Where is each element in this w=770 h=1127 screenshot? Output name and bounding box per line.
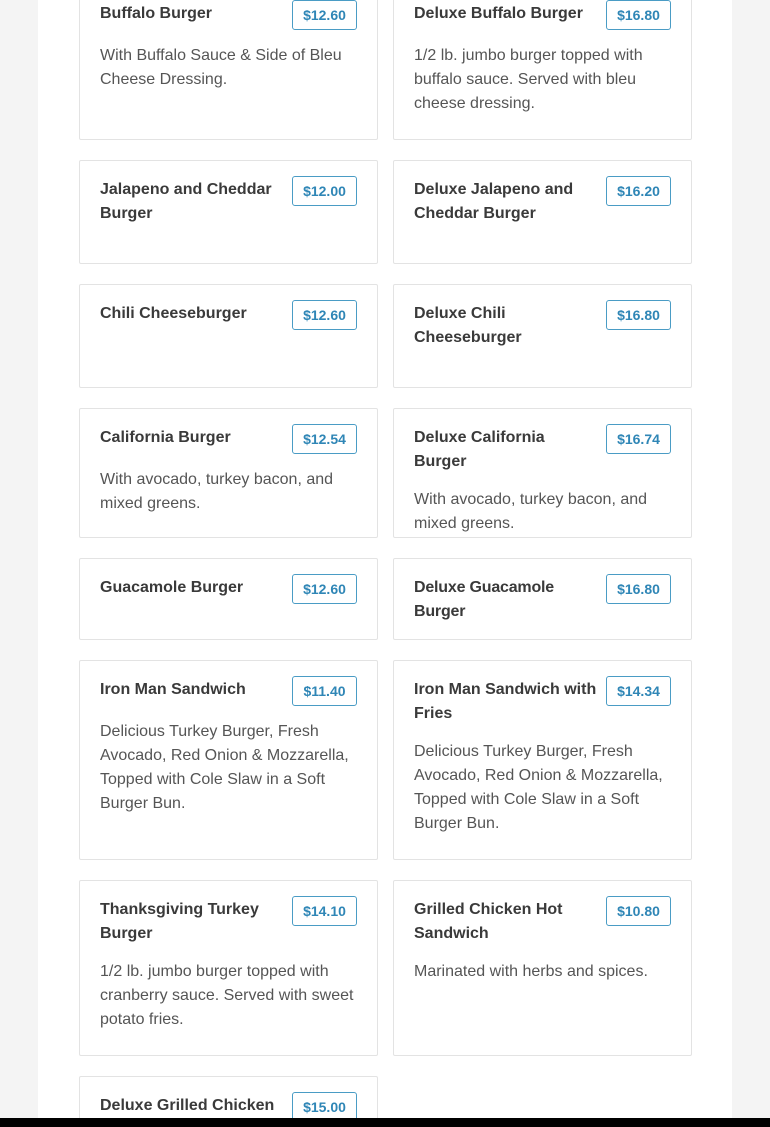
card-header	[100, 898, 357, 946]
item-name: Deluxe Buffalo Burger	[414, 5, 583, 22]
price-button[interactable]: $11.40	[292, 676, 357, 706]
menu-item-card[interactable]	[393, 0, 692, 140]
item-description: With avocado, turkey bacon, and mixed greens.	[414, 491, 648, 532]
item-name: Deluxe Grilled Chicken	[100, 1097, 275, 1114]
menu-item-card[interactable]	[393, 558, 692, 640]
item-name: Iron Man Sandwich	[100, 681, 246, 698]
item-name: Thanksgiving Turkey Burger	[100, 901, 259, 942]
price-button[interactable]: $16.80	[606, 574, 671, 604]
card-header	[100, 426, 357, 454]
price-button[interactable]: $16.80	[606, 300, 671, 330]
menu-item-card[interactable]	[393, 880, 692, 1056]
menu-item-card[interactable]	[393, 160, 692, 264]
card-header	[100, 178, 357, 226]
item-name: Deluxe California Burger	[414, 429, 545, 470]
item-name: Grilled Chicken Hot Sandwich	[414, 901, 563, 942]
item-description: 1/2 lb. jumbo burger topped with buffalo sauce. Served with bleu cheese dressing.	[414, 47, 643, 112]
item-description: 1/2 lb. jumbo burger topped with cranberry sauce. Served with sweet potato fries.	[100, 963, 354, 1028]
card-header	[414, 576, 671, 624]
card-header	[414, 2, 671, 30]
menu-item-card[interactable]	[393, 284, 692, 388]
item-description: Delicious Turkey Burger, Fresh Avocado, Red Onion & Mozzarella, Topped with Cole Slaw in a Soft Burger Bun.	[414, 743, 663, 832]
item-name: California Burger	[100, 429, 231, 446]
card-header	[100, 2, 357, 30]
card-header	[414, 178, 671, 226]
price-button[interactable]: $12.54	[292, 424, 357, 454]
card-header	[414, 426, 671, 474]
price-button[interactable]: $14.10	[292, 896, 357, 926]
item-name: Chili Cheeseburger	[100, 305, 247, 322]
price-button[interactable]: $12.60	[292, 0, 357, 30]
menu-item-card[interactable]	[79, 160, 378, 264]
card-header	[414, 898, 671, 946]
item-name: Buffalo Burger	[100, 5, 212, 22]
item-description: Delicious Turkey Burger, Fresh Avocado, Red Onion & Mozzarella, Topped with Cole Slaw in a Soft Burger Bun.	[100, 723, 349, 812]
card-header	[100, 576, 357, 604]
item-name: Deluxe Jalapeno and Cheddar Burger	[414, 181, 574, 222]
card-header	[100, 302, 357, 330]
price-button[interactable]: $16.20	[606, 176, 671, 206]
item-description: With Buffalo Sauce & Side of Bleu Cheese Dressing.	[100, 47, 342, 88]
item-name: Jalapeno and Cheddar Burger	[100, 181, 272, 222]
item-name: Iron Man Sandwich with Fries	[414, 681, 597, 722]
item-description: With avocado, turkey bacon, and mixed greens.	[100, 471, 334, 512]
card-header	[414, 678, 671, 726]
item-name: Guacamole Burger	[100, 579, 244, 596]
price-button[interactable]: $12.60	[292, 300, 357, 330]
menu-item-card[interactable]	[79, 660, 378, 860]
item-name: Deluxe Guacamole Burger	[414, 579, 554, 620]
menu-item-card[interactable]	[393, 660, 692, 860]
card-header	[414, 302, 671, 350]
price-button[interactable]: $12.00	[292, 176, 357, 206]
bottom-edge-bar	[0, 1118, 770, 1127]
card-header	[100, 678, 357, 706]
menu-item-card[interactable]	[79, 880, 378, 1056]
price-button[interactable]: $10.80	[606, 896, 671, 926]
menu-item-card[interactable]	[79, 558, 378, 640]
menu-item-card[interactable]	[79, 0, 378, 140]
menu-item-card[interactable]	[393, 408, 692, 538]
price-button[interactable]: $15.00	[292, 1092, 357, 1122]
price-button[interactable]: $12.60	[292, 574, 357, 604]
price-button[interactable]: $16.74	[606, 424, 671, 454]
price-button[interactable]: $14.34	[606, 676, 671, 706]
price-button[interactable]: $16.80	[606, 0, 671, 30]
item-description: Marinated with herbs and spices.	[414, 963, 648, 980]
menu-item-card[interactable]	[79, 408, 378, 538]
item-name: Deluxe Chili Cheeseburger	[414, 305, 522, 346]
menu-item-card[interactable]	[79, 284, 378, 388]
